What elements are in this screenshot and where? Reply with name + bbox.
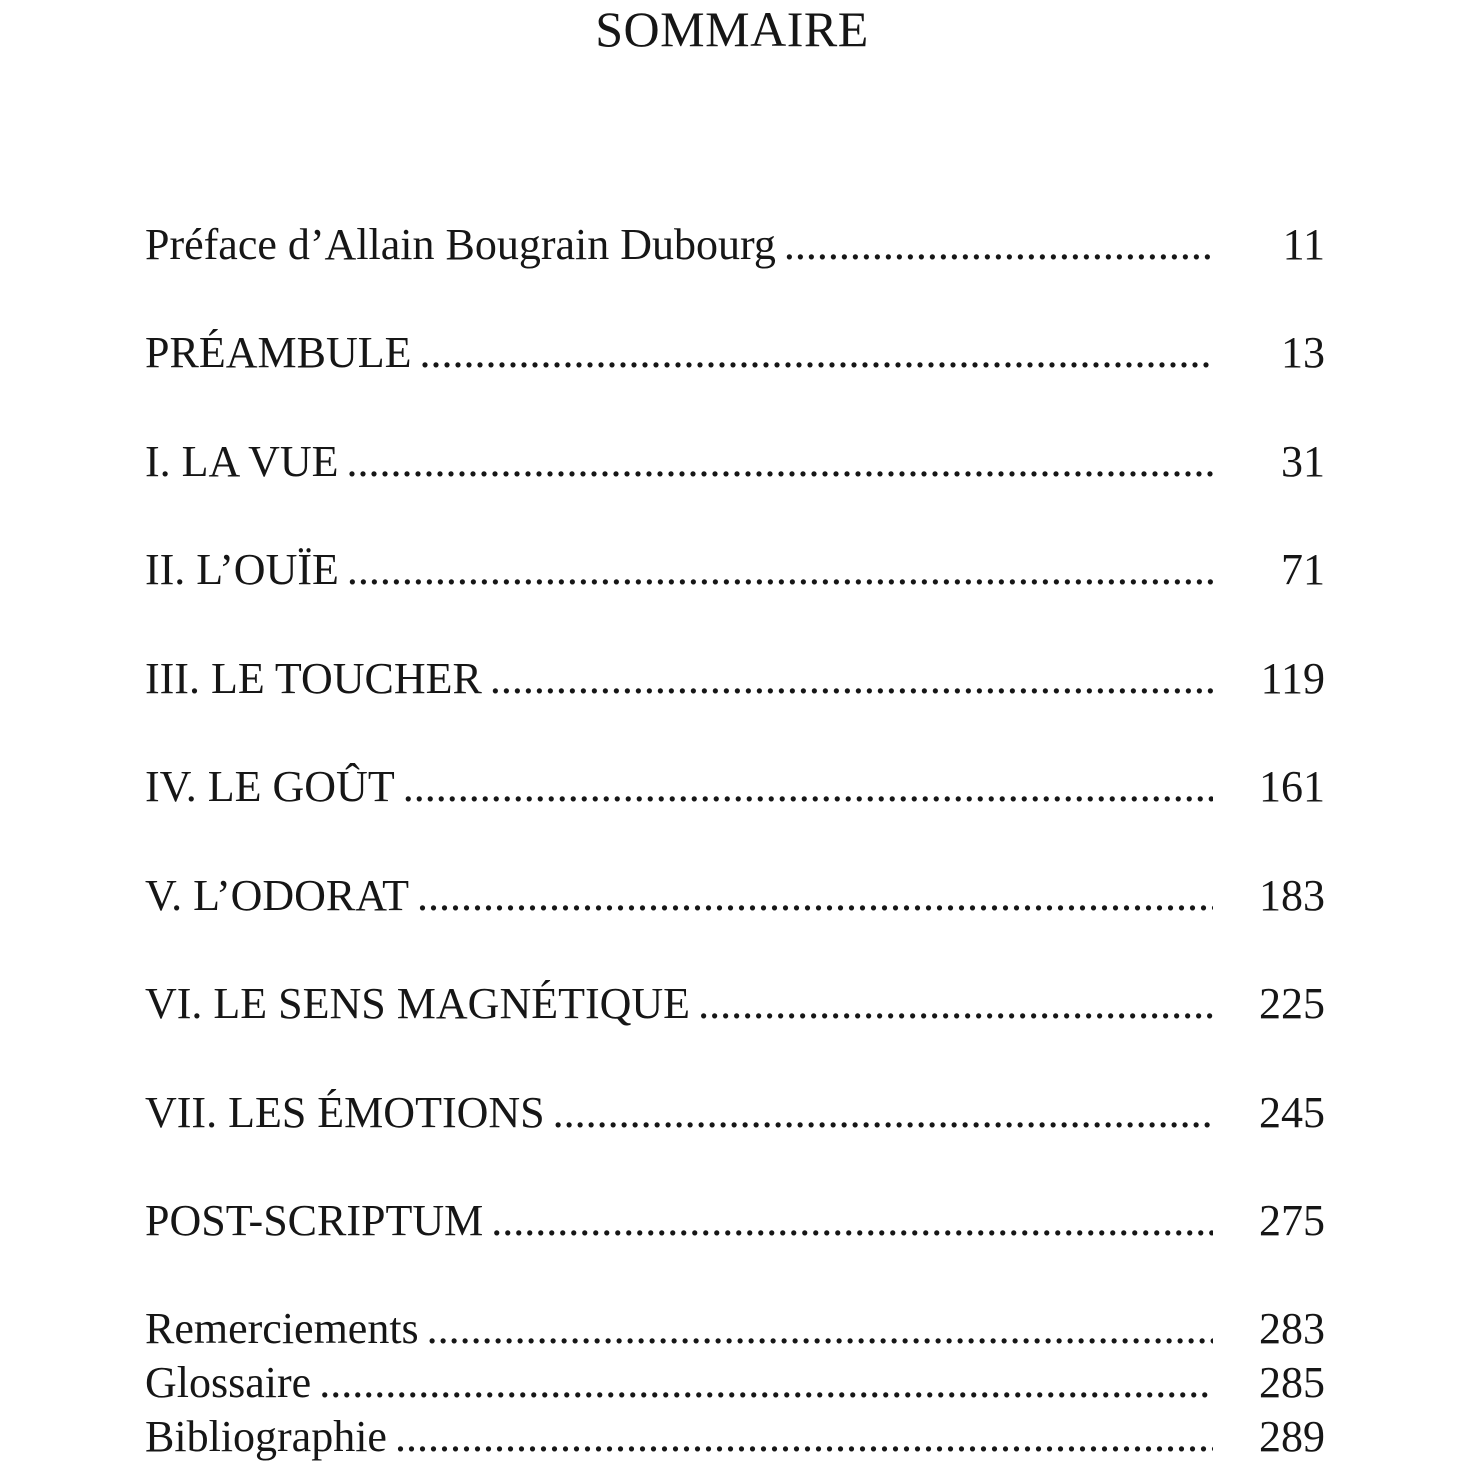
toc-entry-page: 275 bbox=[1259, 1196, 1325, 1245]
dot-leader bbox=[347, 434, 1213, 490]
toc-entry-page: 11 bbox=[1282, 220, 1325, 269]
toc-entry-label: Préface d’Allain Bougrain Dubourg bbox=[145, 220, 776, 269]
dot-leader bbox=[698, 976, 1213, 1032]
toc-entry-page: 283 bbox=[1259, 1304, 1325, 1353]
page-title: SOMMAIRE bbox=[595, 1, 869, 57]
dot-leader bbox=[403, 759, 1213, 815]
toc-entry-glossaire[interactable] bbox=[145, 1355, 1325, 1411]
toc-entry-label: IV. LE GOÛT bbox=[145, 762, 395, 811]
toc-entry-page: 13 bbox=[1281, 328, 1325, 377]
dot-leader bbox=[417, 868, 1213, 924]
dot-leader bbox=[784, 217, 1213, 273]
toc-entry-page: 71 bbox=[1281, 545, 1325, 594]
toc-entry-sens-magnetique[interactable] bbox=[145, 976, 1325, 1032]
toc-entry-label: VI. LE SENS MAGNÉTIQUE bbox=[145, 979, 691, 1028]
toc-entry-label: POST-SCRIPTUM bbox=[145, 1196, 484, 1245]
toc-entry-label: Bibliographie bbox=[145, 1412, 387, 1461]
toc-entry-bibliographie[interactable] bbox=[145, 1409, 1325, 1465]
toc-entry-label: V. L’ODORAT bbox=[145, 871, 410, 920]
toc-entry-l-ouie[interactable] bbox=[145, 542, 1325, 598]
toc-entry-les-emotions[interactable] bbox=[145, 1085, 1325, 1141]
dot-leader bbox=[491, 1193, 1213, 1249]
toc-entry-preface[interactable] bbox=[145, 217, 1325, 273]
toc-entry-l-odorat[interactable] bbox=[145, 868, 1325, 924]
dot-leader bbox=[319, 1355, 1213, 1411]
toc-entry-page: 183 bbox=[1259, 871, 1325, 920]
toc-entry-label: Glossaire bbox=[145, 1358, 312, 1407]
toc-entry-remerciements[interactable] bbox=[145, 1301, 1325, 1357]
toc-entry-le-gout[interactable] bbox=[145, 759, 1325, 815]
toc-entry-label: III. LE TOUCHER bbox=[145, 654, 482, 703]
toc-entry-label: Remerciements bbox=[145, 1304, 419, 1353]
dot-leader bbox=[427, 1301, 1213, 1357]
toc-entry-le-toucher[interactable] bbox=[145, 651, 1325, 707]
toc-entry-page: 31 bbox=[1281, 437, 1325, 486]
dot-leader bbox=[395, 1409, 1213, 1465]
toc-entry-post-scriptum[interactable] bbox=[145, 1193, 1325, 1249]
toc-entry-preambule[interactable] bbox=[145, 325, 1325, 381]
dot-leader bbox=[347, 542, 1213, 598]
toc-entry-label: II. L’OUÏE bbox=[145, 545, 339, 594]
toc-entry-page: 289 bbox=[1259, 1412, 1325, 1461]
table-of-contents bbox=[145, 0, 1325, 1464]
toc-entry-label: I. LA VUE bbox=[145, 437, 339, 486]
toc-entry-page: 225 bbox=[1259, 979, 1325, 1028]
dot-leader bbox=[490, 651, 1213, 707]
toc-entry-label: VII. LES ÉMOTIONS bbox=[145, 1088, 545, 1137]
toc-entry-label: PRÉAMBULE bbox=[145, 328, 412, 377]
toc-entry-page: 119 bbox=[1260, 654, 1325, 703]
toc-entry-la-vue[interactable] bbox=[145, 434, 1325, 490]
toc-entry-page: 161 bbox=[1259, 762, 1325, 811]
dot-leader bbox=[553, 1085, 1213, 1141]
toc-entry-page: 285 bbox=[1259, 1358, 1325, 1407]
toc-entry-page: 245 bbox=[1259, 1088, 1325, 1137]
dot-leader bbox=[419, 325, 1213, 381]
